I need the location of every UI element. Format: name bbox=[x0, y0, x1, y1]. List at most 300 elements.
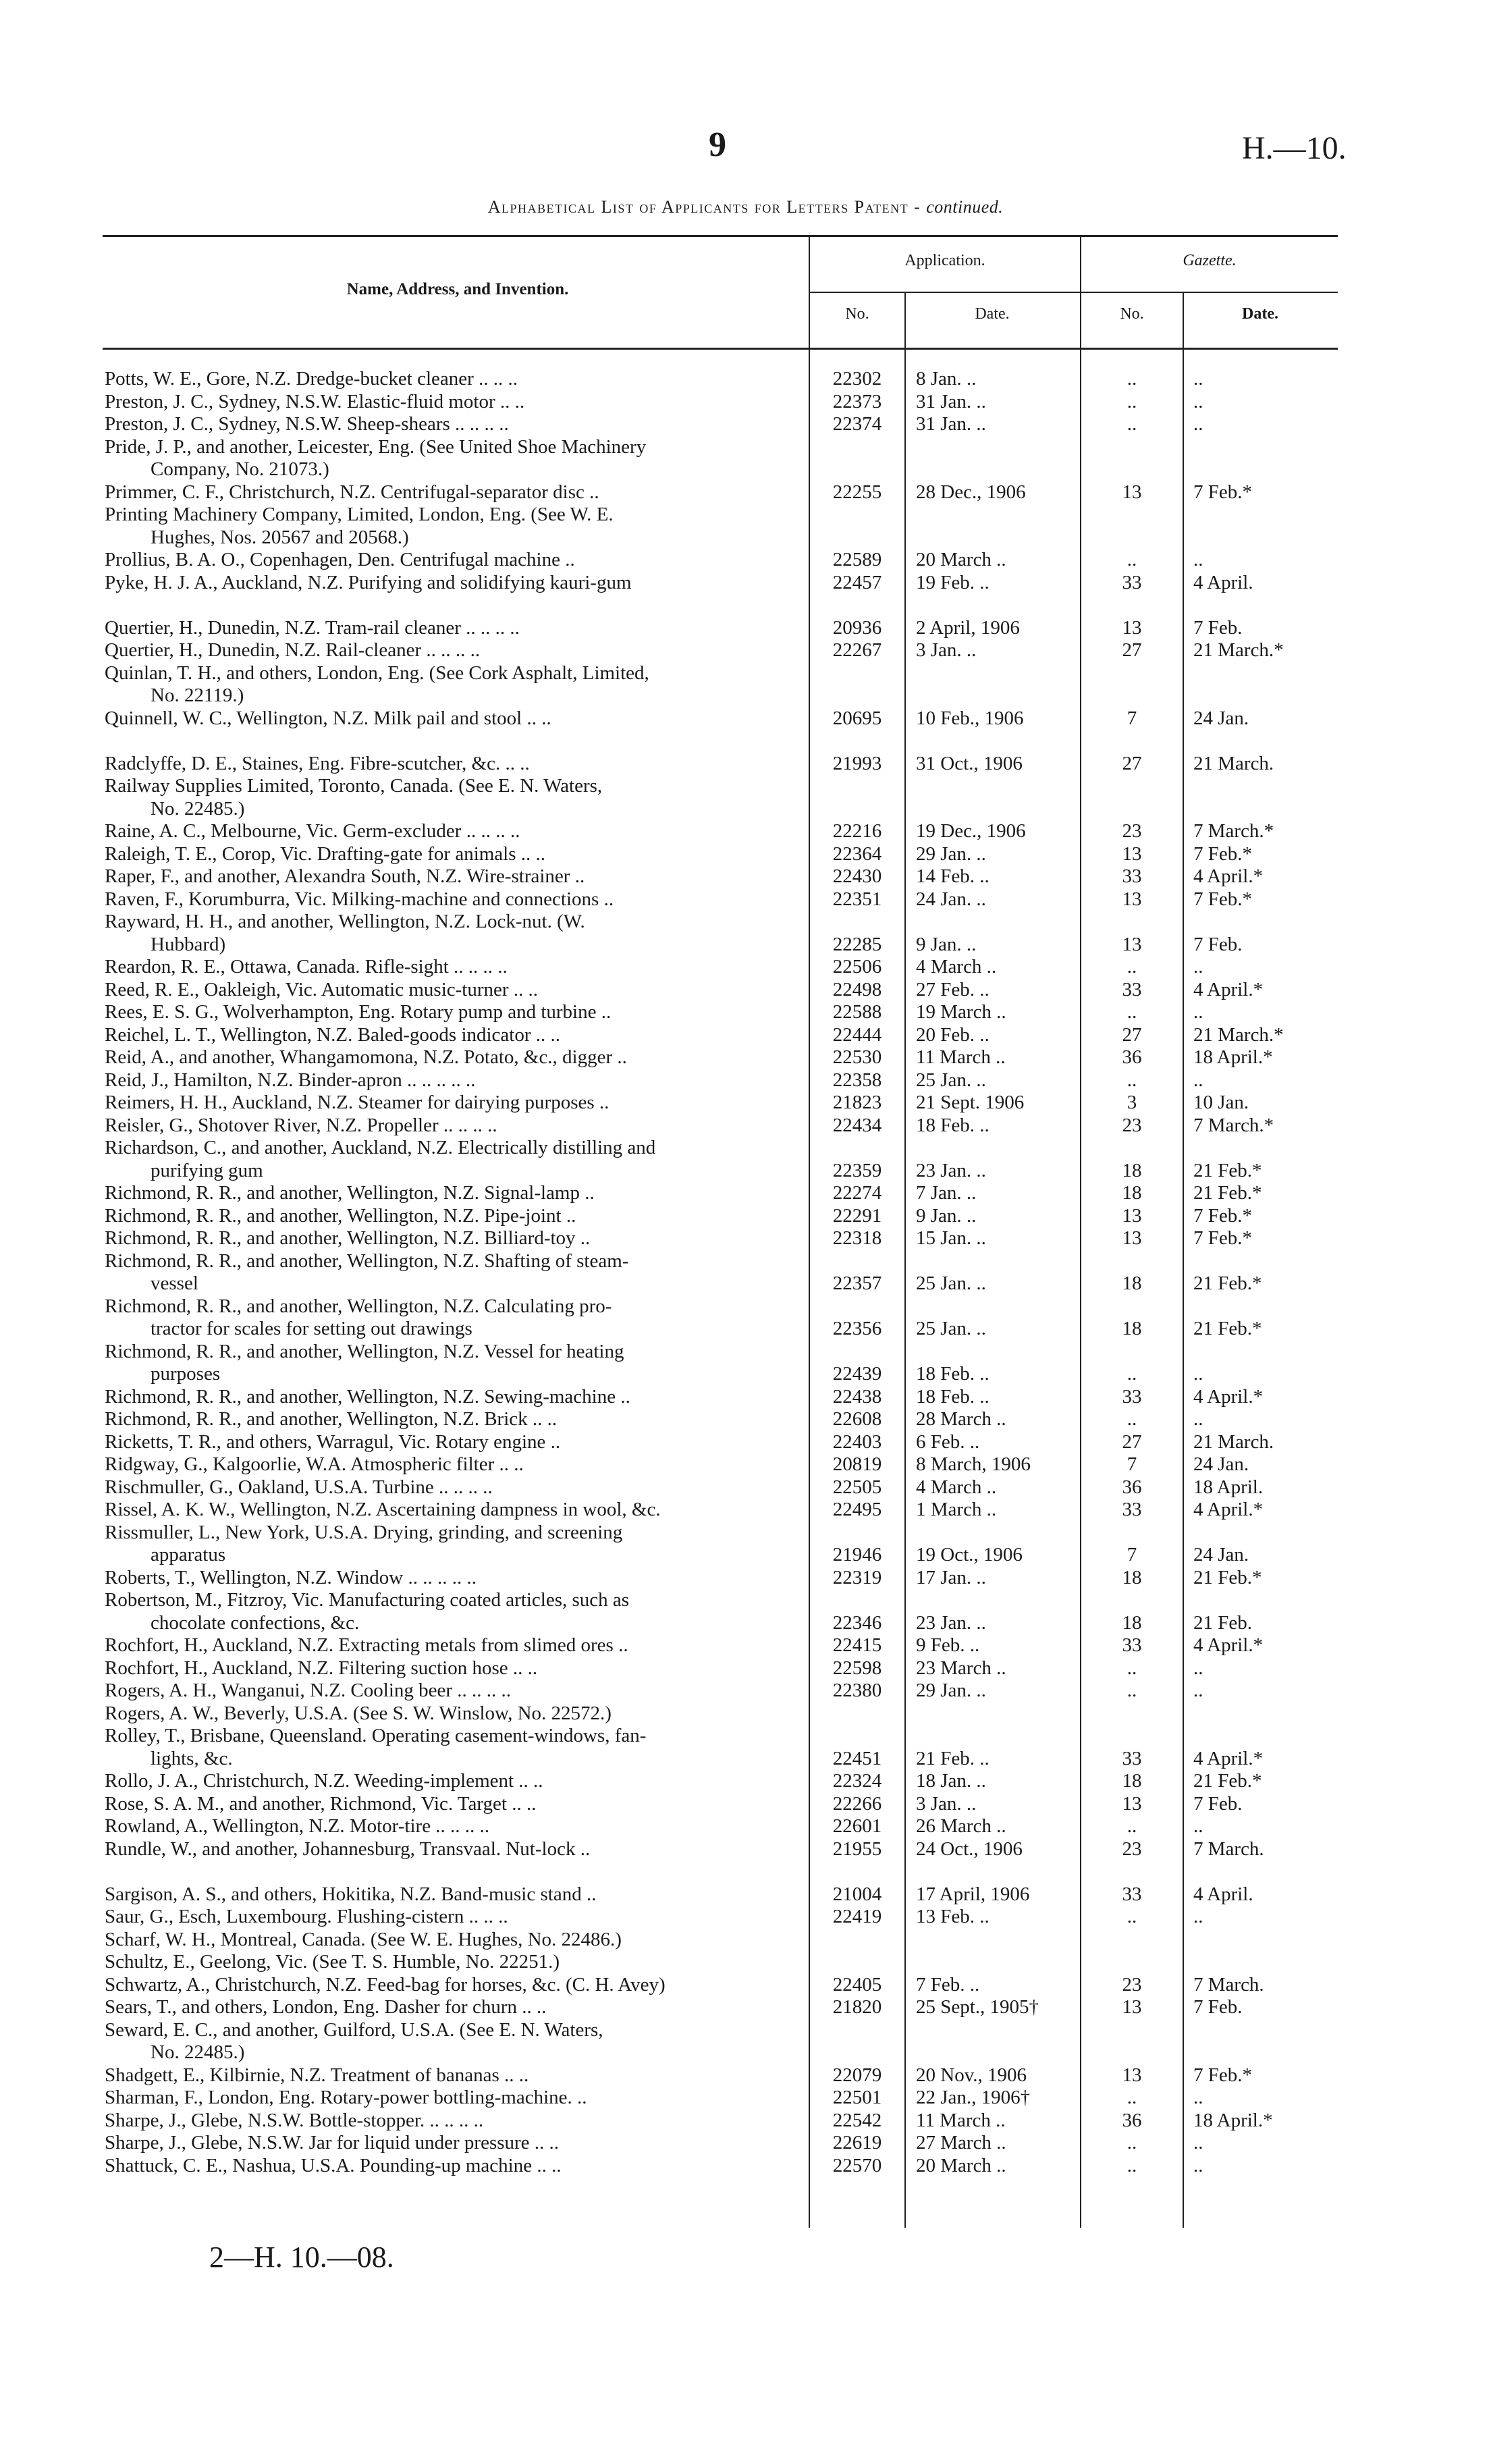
gazette-number: 18 bbox=[1122, 1273, 1142, 1294]
entry-line: Schwartz, A., Christchurch, N.Z. Feed-bag for horses, &c. (C. H. Avey) bbox=[105, 1973, 666, 1996]
table-row bbox=[0, 1793, 1491, 1816]
application-number: 21993 bbox=[832, 752, 882, 774]
application-date: 4 March .. bbox=[916, 1476, 997, 1498]
gazette-number: .. bbox=[1127, 1408, 1137, 1430]
application-number: 22285 bbox=[832, 933, 882, 955]
application-date: 21 Feb. .. bbox=[916, 1747, 990, 1769]
table-row bbox=[0, 1815, 1491, 1838]
table-row bbox=[0, 775, 1491, 820]
entry-line: Rischmuller, G., Oakland, U.S.A. Turbine .. .. .. .. bbox=[105, 1476, 493, 1498]
table-row bbox=[0, 413, 1491, 436]
application-number: 22318 bbox=[832, 1227, 882, 1249]
application-number: 22415 bbox=[832, 1634, 882, 1656]
table-row bbox=[0, 1046, 1491, 1069]
application-number: 22351 bbox=[832, 888, 882, 910]
entry-line: Sears, T., and others, London, Eng. Dasher for churn .. .. bbox=[105, 1996, 547, 2018]
name-address-invention bbox=[105, 1883, 803, 1906]
title-main: Alphabetical List of Applicants for Letters Patent - bbox=[487, 197, 927, 217]
gazette-number: 33 bbox=[1122, 1747, 1142, 1769]
gazette-date: 7 March.* bbox=[1193, 1114, 1274, 1136]
name-address-invention bbox=[105, 1589, 803, 1634]
table-row bbox=[0, 820, 1491, 843]
name-address-invention bbox=[105, 911, 803, 956]
application-number: 20695 bbox=[832, 707, 882, 729]
application-date: 18 Feb. .. bbox=[916, 1385, 990, 1408]
table-row bbox=[0, 549, 1491, 572]
name-address-invention bbox=[105, 1906, 803, 1929]
application-date: 24 Jan. .. bbox=[916, 888, 986, 910]
name-address-invention bbox=[105, 820, 803, 843]
application-number: 22434 bbox=[832, 1114, 882, 1136]
table-row bbox=[0, 2110, 1491, 2133]
entry-line: Reid, J., Hamilton, N.Z. Binder-apron .. .. .. .. .. bbox=[105, 1069, 476, 1091]
gazette-date: 4 April.* bbox=[1193, 1499, 1264, 1520]
table-row bbox=[0, 1499, 1491, 1522]
entry-line: Raleigh, T. E., Corop, Vic. Drafting-gate for animals .. .. bbox=[105, 842, 546, 865]
application-number: 21946 bbox=[832, 1544, 882, 1565]
entry-continuation: tractor for scales for setting out drawings bbox=[151, 1318, 472, 1339]
table-row bbox=[0, 481, 1491, 504]
table-row bbox=[0, 2064, 1491, 2087]
application-date: 9 Jan. .. bbox=[916, 933, 977, 955]
gazette-number: 23 bbox=[1122, 820, 1142, 842]
gazette-date: 10 Jan. bbox=[1193, 1092, 1249, 1113]
name-address-invention bbox=[105, 549, 803, 572]
name-address-invention bbox=[105, 481, 803, 504]
gazette-number: 13 bbox=[1122, 842, 1142, 865]
entry-line: Quinnell, W. C., Wellington, N.Z. Milk pail and stool .. .. bbox=[105, 707, 551, 729]
name-address-invention bbox=[105, 843, 803, 866]
application-number: 22374 bbox=[832, 413, 882, 435]
application-date: 17 Jan. .. bbox=[916, 1566, 986, 1588]
entry-line: Richardson, C., and another, Auckland, N.Z. Electrically distilling and bbox=[105, 1137, 656, 1158]
gazette-date: 4 April. bbox=[1193, 1883, 1253, 1905]
name-address-invention bbox=[105, 1408, 803, 1431]
gazette-number: .. bbox=[1127, 1001, 1137, 1023]
gazette-date: 24 Jan. bbox=[1193, 1544, 1249, 1565]
table-row bbox=[0, 888, 1491, 911]
entry-line: Reisler, G., Shotover River, N.Z. Propeller .. .. .. .. bbox=[105, 1114, 497, 1136]
application-number: 22451 bbox=[832, 1747, 882, 1769]
entry-line: Rees, E. S. G., Wolverhampton, Eng. Rotary pump and turbine .. bbox=[105, 1001, 612, 1023]
gazette-date: 7 Feb.* bbox=[1193, 888, 1252, 910]
entry-line: Robertson, M., Fitzroy, Vic. Manufacturing coated articles, such as bbox=[105, 1589, 630, 1611]
gazette-date: .. bbox=[1193, 1680, 1203, 1701]
application-number: 22542 bbox=[832, 2109, 882, 2131]
entry-continuation: No. 22119.) bbox=[151, 685, 244, 706]
application-date: 25 Jan. .. bbox=[916, 1069, 986, 1091]
title-continued: continued. bbox=[926, 197, 1004, 217]
application-date: 31 Jan. .. bbox=[916, 390, 986, 412]
name-address-invention bbox=[105, 1476, 803, 1499]
name-address-invention bbox=[105, 1431, 803, 1454]
gazette-number: .. bbox=[1127, 2154, 1137, 2176]
entry-line: Reardon, R. E., Ottawa, Canada. Rifle-sight .. .. .. .. bbox=[105, 956, 508, 977]
table-row bbox=[0, 1770, 1491, 1793]
application-date: 3 Jan. .. bbox=[916, 639, 977, 661]
name-address-invention bbox=[105, 1024, 803, 1047]
entry-line: Rayward, H. H., and another, Wellington, N.Z. Lock-nut. (W. bbox=[105, 911, 585, 932]
application-date: 21 Sept. 1906 bbox=[916, 1092, 1025, 1113]
gazette-number: 13 bbox=[1122, 1996, 1142, 2018]
gazette-number: 18 bbox=[1122, 1611, 1142, 1634]
entry-line: Rogers, A. H., Wanganui, N.Z. Cooling beer .. .. .. .. bbox=[105, 1680, 512, 1701]
name-address-invention bbox=[105, 1092, 803, 1115]
document-reference: H.—10. bbox=[1242, 130, 1347, 166]
gazette-date: 7 Feb. bbox=[1193, 1792, 1243, 1815]
entry-line: Sharpe, J., Glebe, N.S.W. Bottle-stopper. .. .. .. .. bbox=[105, 2109, 484, 2131]
application-number: 21955 bbox=[832, 1838, 882, 1860]
table-row bbox=[0, 1703, 1491, 1725]
application-date: 19 March .. bbox=[916, 1001, 1006, 1023]
table-row bbox=[0, 1250, 1491, 1295]
page-title bbox=[0, 197, 1491, 217]
application-number: 22570 bbox=[832, 2154, 882, 2176]
entry-line: Railway Supplies Limited, Toronto, Canada. (See E. N. Waters, bbox=[105, 775, 603, 797]
application-date: 17 April, 1906 bbox=[916, 1883, 1030, 1905]
application-date: 27 Feb. .. bbox=[916, 978, 990, 1000]
entry-continuation: No. 22485.) bbox=[151, 797, 245, 820]
name-address-invention bbox=[105, 1205, 803, 1228]
table-row bbox=[0, 843, 1491, 866]
gazette-number: 13 bbox=[1122, 1204, 1142, 1227]
gazette-number: 13 bbox=[1122, 481, 1142, 503]
application-date: 13 Feb. .. bbox=[916, 1906, 990, 1927]
header-application: Application. bbox=[904, 252, 985, 269]
table-row bbox=[0, 1295, 1491, 1341]
gazette-number: 18 bbox=[1122, 1770, 1142, 1792]
entry-line: Richmond, R. R., and another, Wellington, N.Z. Shafting of steam- bbox=[105, 1250, 629, 1272]
name-address-invention bbox=[105, 1680, 803, 1703]
entry-line: Radclyffe, D. E., Staines, Eng. Fibre-scutcher, &c. .. .. bbox=[105, 752, 530, 774]
gazette-number: 33 bbox=[1122, 1634, 1142, 1656]
application-number: 21820 bbox=[832, 1996, 882, 2018]
table-row bbox=[0, 436, 1491, 481]
entry-line: Rollo, J. A., Christchurch, N.Z. Weeding-implement .. .. bbox=[105, 1770, 543, 1792]
name-address-invention bbox=[105, 2155, 803, 2178]
application-date: 18 Feb. .. bbox=[916, 1363, 990, 1385]
name-address-invention bbox=[105, 1453, 803, 1476]
gazette-number: 13 bbox=[1122, 2064, 1142, 2086]
table-row bbox=[0, 707, 1491, 730]
entry-line: Shattuck, C. E., Nashua, U.S.A. Pounding-up machine .. .. bbox=[105, 2154, 562, 2176]
application-number: 22403 bbox=[832, 1430, 882, 1453]
entry-line: Sharpe, J., Glebe, N.S.W. Jar for liquid under pressure .. .. bbox=[105, 2132, 560, 2153]
table-row bbox=[0, 1996, 1491, 2019]
application-date: 19 Oct., 1906 bbox=[916, 1544, 1023, 1565]
name-address-invention bbox=[105, 504, 803, 549]
table-row bbox=[0, 1974, 1491, 1997]
application-date: 25 Jan. .. bbox=[916, 1273, 986, 1294]
entry-line: Roberts, T., Wellington, N.Z. Window .. .. .. .. .. bbox=[105, 1566, 477, 1588]
entry-line: Reichel, L. T., Wellington, N.Z. Baled-goods indicator .. .. bbox=[105, 1023, 561, 1046]
application-date: 9 Feb. .. bbox=[916, 1634, 980, 1656]
entry-line: Reed, R. E., Oakleigh, Vic. Automatic music-turner .. .. bbox=[105, 978, 539, 1000]
application-date: 26 March .. bbox=[916, 1815, 1006, 1837]
table-row bbox=[0, 1205, 1491, 1228]
application-number: 22438 bbox=[832, 1385, 882, 1408]
application-number: 22419 bbox=[832, 1906, 882, 1927]
name-address-invention bbox=[105, 1522, 803, 1567]
application-number: 22380 bbox=[832, 1680, 882, 1701]
name-address-invention bbox=[105, 775, 803, 820]
entry-line: Seward, E. C., and another, Guilford, U.S.A. (See E. N. Waters, bbox=[105, 2018, 603, 2041]
application-date: 8 March, 1906 bbox=[916, 1453, 1031, 1475]
table-row bbox=[0, 617, 1491, 640]
entry-line: Quinlan, T. H., and others, London, Eng. (See Cork Asphalt, Limited, bbox=[105, 662, 649, 684]
application-date: 3 Jan. .. bbox=[916, 1792, 977, 1815]
name-address-invention bbox=[105, 1250, 803, 1295]
gazette-number: 33 bbox=[1122, 1499, 1142, 1520]
name-address-invention bbox=[105, 1341, 803, 1386]
application-number: 22588 bbox=[832, 1001, 882, 1023]
gazette-number: 7 bbox=[1127, 1453, 1137, 1475]
entry-line: Preston, J. C., Sydney, N.S.W. Sheep-shears .. .. .. .. bbox=[105, 413, 509, 435]
table-row bbox=[0, 1431, 1491, 1454]
name-address-invention bbox=[105, 1137, 803, 1182]
entry-line: Rochfort, H., Auckland, N.Z. Filtering suction hose .. .. bbox=[105, 1657, 538, 1679]
entry-line: Sargison, A. S., and others, Hokitika, N.Z. Band-music stand .. bbox=[105, 1883, 597, 1905]
application-date: 24 Oct., 1906 bbox=[916, 1838, 1023, 1860]
name-address-invention bbox=[105, 1657, 803, 1680]
table-row bbox=[0, 572, 1491, 595]
name-address-invention bbox=[105, 1634, 803, 1657]
table-row bbox=[0, 1408, 1491, 1431]
gazette-date: 4 April. bbox=[1193, 571, 1253, 593]
name-address-invention bbox=[105, 1182, 803, 1205]
gazette-date: .. bbox=[1193, 1815, 1203, 1837]
gazette-date: .. bbox=[1193, 2087, 1203, 2108]
name-address-invention bbox=[105, 1770, 803, 1793]
gazette-number: 13 bbox=[1122, 888, 1142, 910]
entry-line: Sharman, F., London, Eng. Rotary-power bottling-machine. .. bbox=[105, 2087, 587, 2108]
header-app-no: No. bbox=[845, 305, 869, 323]
gazette-number: 13 bbox=[1122, 1227, 1142, 1249]
gazette-number: 27 bbox=[1122, 752, 1142, 774]
table-row bbox=[0, 1725, 1491, 1770]
gazette-number: .. bbox=[1127, 1815, 1137, 1837]
application-date: 10 Feb., 1906 bbox=[916, 707, 1024, 729]
entry-continuation: Company, No. 21073.) bbox=[151, 458, 329, 480]
application-number: 22255 bbox=[832, 481, 882, 503]
gazette-number: 27 bbox=[1122, 639, 1142, 661]
gazette-date: .. bbox=[1193, 368, 1203, 390]
entry-line: Rolley, T., Brisbane, Queensland. Operating casement-windows, fan- bbox=[105, 1725, 647, 1746]
entry-line: Primmer, C. F., Christchurch, N.Z. Centrifugal-separator disc .. bbox=[105, 481, 599, 503]
gazette-date: 21 March.* bbox=[1193, 639, 1284, 661]
application-number: 22501 bbox=[832, 2087, 882, 2108]
name-address-invention bbox=[105, 368, 803, 391]
table-row bbox=[0, 1657, 1491, 1680]
table-row bbox=[0, 662, 1491, 707]
entry-line: Richmond, R. R., and another, Wellington, N.Z. Signal-lamp .. bbox=[105, 1182, 595, 1204]
gazette-number: .. bbox=[1127, 1657, 1137, 1679]
header-gazette-date: Date. bbox=[1242, 305, 1278, 323]
application-number: 22608 bbox=[832, 1408, 882, 1430]
gazette-number: 33 bbox=[1122, 571, 1142, 593]
name-address-invention bbox=[105, 413, 803, 436]
application-number: 22364 bbox=[832, 842, 882, 865]
name-address-invention bbox=[105, 617, 803, 640]
name-address-invention bbox=[105, 1227, 803, 1250]
application-number: 22216 bbox=[832, 820, 882, 842]
entry-continuation: apparatus bbox=[151, 1544, 226, 1565]
gazette-number: 18 bbox=[1122, 1159, 1142, 1181]
application-date: 23 Jan. .. bbox=[916, 1159, 986, 1181]
application-number: 21823 bbox=[832, 1092, 882, 1113]
application-number: 22495 bbox=[832, 1499, 882, 1520]
gazette-date: 7 Feb. bbox=[1193, 933, 1243, 955]
gazette-number: 36 bbox=[1122, 2109, 1142, 2131]
entry-line: Rissmuller, L., New York, U.S.A. Drying, grinding, and screening bbox=[105, 1521, 623, 1543]
gazette-date: 7 Feb.* bbox=[1193, 2064, 1252, 2086]
gazette-number: .. bbox=[1127, 956, 1137, 977]
table-row bbox=[0, 1476, 1491, 1499]
gazette-date: 4 April.* bbox=[1193, 1747, 1264, 1769]
application-number: 22601 bbox=[832, 1815, 882, 1837]
name-address-invention bbox=[105, 391, 803, 414]
entry-line: Richmond, R. R., and another, Wellington, N.Z. Brick .. .. bbox=[105, 1408, 558, 1430]
entry-line: Richmond, R. R., and another, Wellington, N.Z. Vessel for heating bbox=[105, 1340, 624, 1362]
application-number: 22373 bbox=[832, 390, 882, 412]
application-number: 22302 bbox=[832, 368, 882, 390]
gazette-date: 7 March. bbox=[1193, 1973, 1264, 1996]
gazette-date: 18 April.* bbox=[1193, 2109, 1273, 2131]
gazette-date: 7 Feb. bbox=[1193, 616, 1243, 639]
application-date: 23 Jan. .. bbox=[916, 1611, 986, 1634]
name-address-invention bbox=[105, 1499, 803, 1522]
name-address-invention bbox=[105, 2087, 803, 2110]
entry-line: Shadgett, E., Kilbirnie, N.Z. Treatment of bananas .. .. bbox=[105, 2064, 529, 2086]
application-number: 22506 bbox=[832, 956, 882, 977]
application-date: 18 Feb. .. bbox=[916, 1114, 990, 1136]
entry-line: Prollius, B. A. O., Copenhagen, Den. Centrifugal machine .. bbox=[105, 549, 575, 570]
header-top-rule bbox=[103, 235, 1338, 237]
entry-continuation: vessel bbox=[151, 1273, 198, 1294]
table-row bbox=[0, 1001, 1491, 1024]
application-date: 11 March .. bbox=[916, 2109, 1006, 2131]
gazette-number: 23 bbox=[1122, 1973, 1142, 1996]
name-address-invention bbox=[105, 1996, 803, 2019]
gazette-number: 13 bbox=[1122, 1792, 1142, 1815]
gazette-number: 36 bbox=[1122, 1476, 1142, 1498]
name-address-invention bbox=[105, 888, 803, 911]
table-row bbox=[0, 368, 1491, 391]
gazette-number: .. bbox=[1127, 1069, 1137, 1091]
gazette-date: .. bbox=[1193, 1408, 1203, 1430]
entry-line: Reid, A., and another, Whangamomona, N.Z. Potato, &c., digger .. bbox=[105, 1046, 627, 1068]
application-date: 15 Jan. .. bbox=[916, 1227, 986, 1249]
application-number: 22498 bbox=[832, 978, 882, 1000]
gazette-number: 18 bbox=[1122, 1318, 1142, 1339]
table-row bbox=[0, 504, 1491, 549]
gazette-number: 23 bbox=[1122, 1838, 1142, 1860]
application-number: 22346 bbox=[832, 1611, 882, 1634]
table-row bbox=[0, 1951, 1491, 1974]
table-row bbox=[0, 1883, 1491, 1906]
application-date: 4 March .. bbox=[916, 956, 997, 977]
application-date: 28 March .. bbox=[916, 1408, 1006, 1430]
application-number: 22405 bbox=[832, 1973, 882, 1996]
name-address-invention bbox=[105, 1046, 803, 1069]
gazette-number: 27 bbox=[1122, 1430, 1142, 1453]
entry-line: Rochfort, H., Auckland, N.Z. Extracting metals from slimed ores .. bbox=[105, 1634, 628, 1656]
gazette-date: 7 Feb. bbox=[1193, 1996, 1243, 2018]
name-address-invention bbox=[105, 753, 803, 776]
entry-line: Potts, W. E., Gore, N.Z. Dredge-bucket cleaner .. .. .. bbox=[105, 368, 518, 390]
table-row bbox=[0, 979, 1491, 1002]
application-number: 22357 bbox=[832, 1273, 882, 1294]
gazette-date: 4 April.* bbox=[1193, 1634, 1264, 1656]
entry-line: Rogers, A. W., Beverly, U.S.A. (See S. W. Winslow, No. 22572.) bbox=[105, 1702, 612, 1724]
gazette-date: 21 March.* bbox=[1193, 1023, 1284, 1046]
gazette-date: 4 April.* bbox=[1193, 865, 1264, 887]
gazette-number: .. bbox=[1127, 1906, 1137, 1927]
entry-continuation: Hughes, Nos. 20567 and 20568.) bbox=[151, 526, 409, 548]
application-number: 22439 bbox=[832, 1363, 882, 1385]
application-date: 20 March .. bbox=[916, 2154, 1006, 2176]
gazette-date: 21 Feb. bbox=[1193, 1611, 1252, 1634]
gazette-date: 24 Jan. bbox=[1193, 1453, 1249, 1475]
gazette-date: .. bbox=[1193, 1069, 1203, 1091]
entry-line: Rose, S. A. M., and another, Richmond, Vic. Target .. .. bbox=[105, 1792, 537, 1815]
gazette-number: .. bbox=[1127, 2087, 1137, 2108]
gazette-date: 21 Feb.* bbox=[1193, 1182, 1262, 1204]
entry-line: Richmond, R. R., and another, Wellington, N.Z. Pipe-joint .. bbox=[105, 1204, 576, 1227]
table-row bbox=[0, 911, 1491, 956]
gazette-number: 7 bbox=[1127, 707, 1137, 729]
application-number: 22359 bbox=[832, 1159, 882, 1181]
application-number: 22291 bbox=[832, 1204, 882, 1227]
application-date: 29 Jan. .. bbox=[916, 1680, 986, 1701]
entry-line: Richmond, R. R., and another, Wellington, N.Z. Billiard-toy .. bbox=[105, 1227, 591, 1249]
gazette-date: 21 Feb.* bbox=[1193, 1273, 1262, 1294]
name-address-invention bbox=[105, 956, 803, 979]
application-date: 6 Feb. .. bbox=[916, 1430, 980, 1453]
table-row bbox=[0, 2155, 1491, 2178]
gazette-date: .. bbox=[1193, 413, 1203, 435]
applicant-list bbox=[0, 368, 1491, 2177]
gazette-number: .. bbox=[1127, 549, 1137, 570]
gazette-date: 18 April. bbox=[1193, 1476, 1264, 1498]
application-date: 7 Feb. .. bbox=[916, 1973, 980, 1996]
application-number: 22430 bbox=[832, 865, 882, 887]
application-date: 7 Jan. .. bbox=[916, 1182, 977, 1204]
gazette-date: 7 March. bbox=[1193, 1838, 1264, 1860]
gazette-number: 13 bbox=[1122, 616, 1142, 639]
entry-line: Saur, G., Esch, Luxembourg. Flushing-cistern .. .. .. bbox=[105, 1906, 508, 1927]
application-number: 22324 bbox=[832, 1770, 882, 1792]
application-number: 20819 bbox=[832, 1453, 882, 1475]
table-row bbox=[0, 753, 1491, 776]
gazette-number: 23 bbox=[1122, 1114, 1142, 1136]
name-address-invention bbox=[105, 1115, 803, 1137]
gazette-date: 21 March. bbox=[1193, 752, 1274, 774]
name-address-invention bbox=[105, 1815, 803, 1838]
application-date: 20 March .. bbox=[916, 549, 1006, 570]
application-date: 25 Jan. .. bbox=[916, 1318, 986, 1339]
entry-continuation: purposes bbox=[151, 1363, 221, 1385]
entry-line: Rowland, A., Wellington, N.Z. Motor-tire .. .. .. .. bbox=[105, 1815, 490, 1837]
entry-line: Reimers, H. H., Auckland, N.Z. Steamer for dairying purposes .. bbox=[105, 1092, 609, 1113]
table-row bbox=[0, 1567, 1491, 1590]
table-row bbox=[0, 1227, 1491, 1250]
entry-line: Printing Machinery Company, Limited, London, Eng. (See W. E. bbox=[105, 504, 614, 525]
name-address-invention bbox=[105, 1974, 803, 1997]
gazette-date: 4 April.* bbox=[1193, 1385, 1264, 1408]
header-gazette-no: No. bbox=[1120, 305, 1144, 323]
gazette-date: 21 Feb.* bbox=[1193, 1318, 1262, 1339]
